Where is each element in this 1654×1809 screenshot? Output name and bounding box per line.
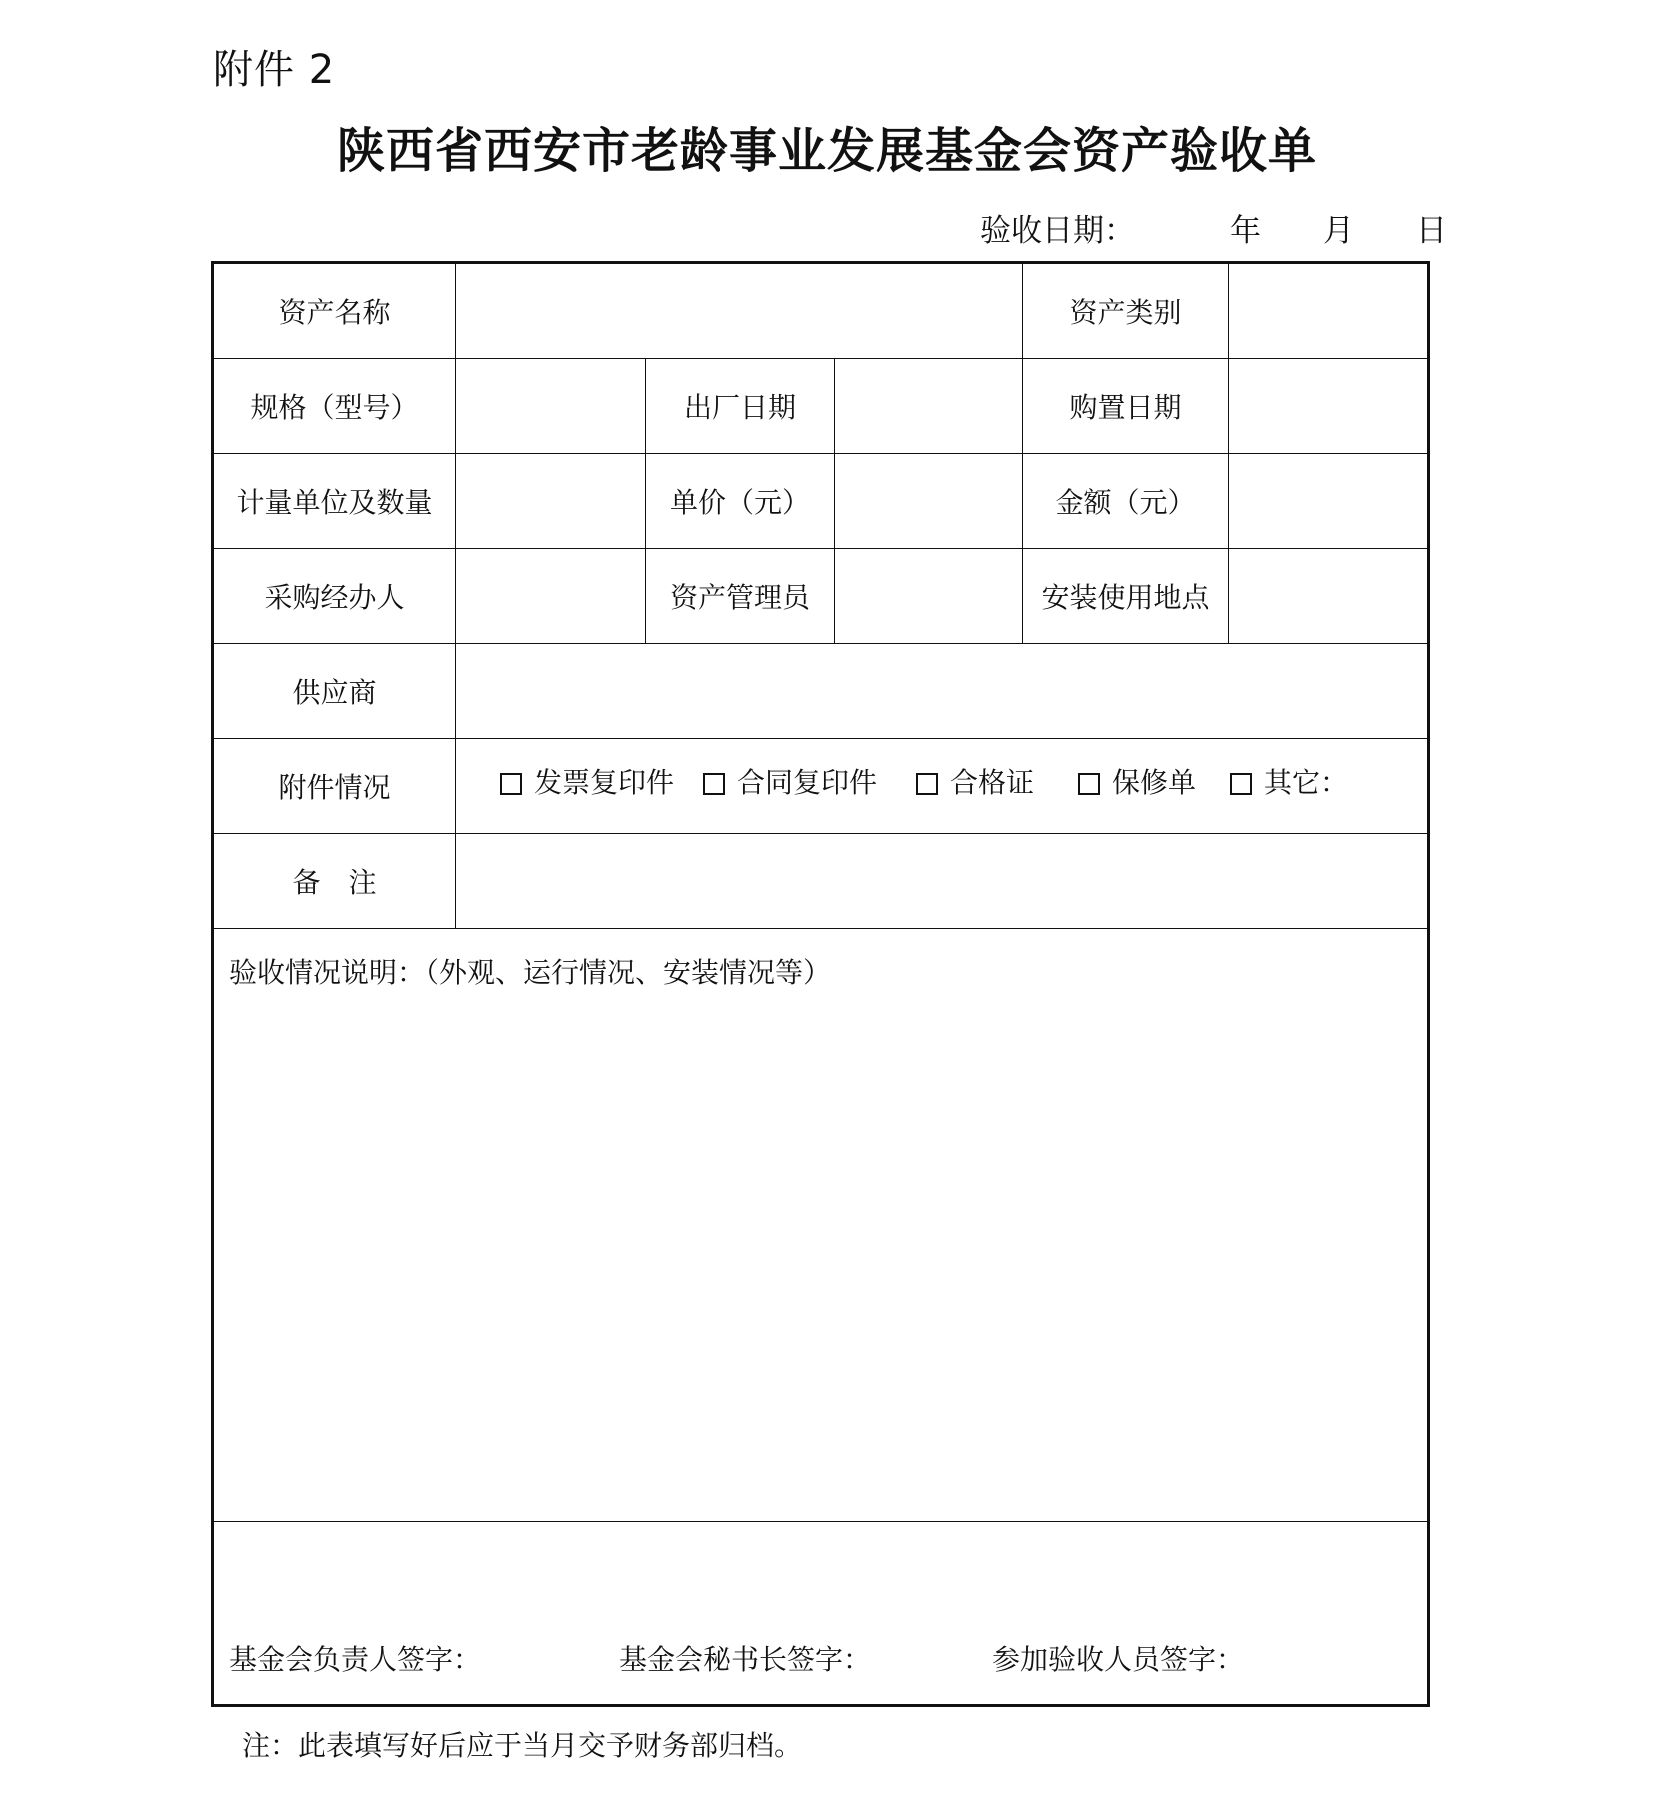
participants-signature-label: 参加验收人员签字：	[992, 1643, 1245, 1676]
option-invoice-copy[interactable]	[500, 761, 674, 801]
table-row	[213, 834, 1429, 929]
table-row	[213, 549, 1429, 644]
option-label: 保修单	[1112, 766, 1197, 799]
document-title: 陕西省西安市老龄事业发展基金会资产验收单	[336, 123, 1317, 179]
year-label: 年	[1230, 213, 1261, 249]
manufacture-date-field[interactable]	[835, 359, 1023, 454]
table-row	[213, 359, 1429, 454]
option-warranty[interactable]	[1078, 761, 1196, 801]
purchaser-label: 采购经办人	[213, 549, 456, 644]
supplier-label: 供应商	[213, 644, 456, 739]
signature-area	[213, 1522, 1429, 1706]
unit-price-label: 单价（元）	[646, 454, 835, 549]
option-label: 发票复印件	[534, 766, 675, 799]
remarks-label: 备 注	[213, 834, 456, 929]
unit-quantity-field[interactable]	[456, 454, 646, 549]
checkbox-icon[interactable]	[916, 773, 938, 795]
attachment-options	[456, 739, 1429, 834]
supplier-field[interactable]	[456, 644, 1429, 739]
install-location-field[interactable]	[1229, 549, 1429, 644]
table-row	[213, 454, 1429, 549]
manufacture-date-label: 出厂日期	[646, 359, 835, 454]
checkbox-icon[interactable]	[1078, 773, 1100, 795]
purchaser-field[interactable]	[456, 549, 646, 644]
asset-name-field[interactable]	[456, 263, 1023, 359]
amount-label: 金额（元）	[1023, 454, 1229, 549]
asset-manager-label: 资产管理员	[646, 549, 835, 644]
option-label: 其它：	[1264, 766, 1349, 799]
day-label: 日	[1416, 213, 1447, 249]
unit-price-field[interactable]	[835, 454, 1023, 549]
option-label: 合格证	[950, 766, 1035, 799]
acceptance-description-field[interactable]	[213, 929, 1429, 1522]
table-row	[213, 263, 1429, 359]
option-certificate[interactable]	[916, 761, 1034, 801]
unit-quantity-label: 计量单位及数量	[213, 454, 456, 549]
footer-note: 注：此表填写好后应于当月交予财务部归档。	[242, 1729, 803, 1762]
table-row	[213, 739, 1429, 834]
asset-category-label: 资产类别	[1023, 263, 1229, 359]
spec-field[interactable]	[456, 359, 646, 454]
acceptance-date-label: 验收日期：	[980, 213, 1135, 249]
remarks-field[interactable]	[456, 834, 1429, 929]
option-other[interactable]	[1230, 761, 1348, 801]
amount-field[interactable]	[1229, 454, 1429, 549]
asset-name-label: 资产名称	[213, 263, 456, 359]
acceptance-description-label: 验收情况说明：（外观、运行情况、安装情况等）	[229, 956, 832, 989]
asset-manager-field[interactable]	[835, 549, 1023, 644]
table-row	[213, 1522, 1429, 1706]
table-row	[213, 929, 1429, 1522]
secretary-signature-label: 基金会秘书长签字：	[619, 1643, 872, 1676]
spec-label: 规格（型号）	[213, 359, 456, 454]
install-location-label: 安装使用地点	[1023, 549, 1229, 644]
attachments-label: 附件情况	[213, 739, 456, 834]
checkbox-icon[interactable]	[500, 773, 522, 795]
table-row	[213, 644, 1429, 739]
director-signature-label: 基金会负责人签字：	[229, 1643, 482, 1676]
asset-category-field[interactable]	[1229, 263, 1429, 359]
purchase-date-label: 购置日期	[1023, 359, 1229, 454]
checkbox-icon[interactable]	[703, 773, 725, 795]
checkbox-icon[interactable]	[1230, 773, 1252, 795]
month-label: 月	[1323, 213, 1354, 249]
option-contract-copy[interactable]	[703, 761, 877, 801]
acceptance-date-line	[980, 205, 1447, 250]
asset-acceptance-table	[211, 261, 1430, 1707]
attachment-label: 附件 2	[213, 47, 336, 93]
option-label: 合同复印件	[737, 766, 878, 799]
purchase-date-field[interactable]	[1229, 359, 1429, 454]
